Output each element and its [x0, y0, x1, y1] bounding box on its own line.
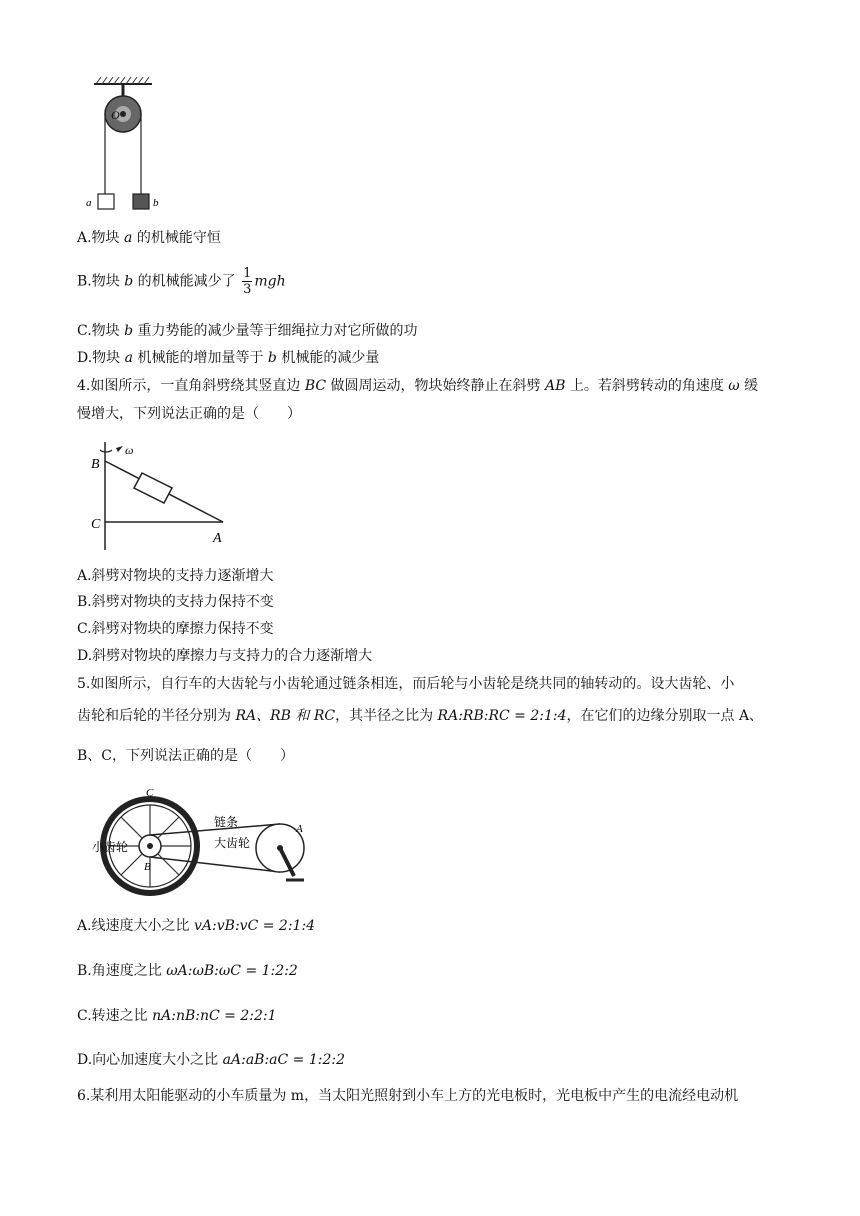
- point-b-label: B: [91, 457, 100, 472]
- radii-ratio: RA:RB:RC = 2:1:4: [437, 708, 567, 724]
- point-a-label: A: [296, 823, 303, 835]
- block-a: [98, 194, 114, 209]
- q4-stem-line1: 4.如图所示，一直角斜劈绕其竖直边 BC 做圆周运动，物块始终静止在斜劈 AB 上。若斜劈转动的角速度 ω 缓: [77, 378, 759, 394]
- point-b-label: B: [144, 861, 151, 873]
- q4-option-d: D.斜劈对物块的摩擦力与支持力的合力逐渐增大: [77, 648, 373, 664]
- q5-option-b: B.角速度之比 ωA:ωB:ωC = 1:2:2: [77, 963, 298, 979]
- point-c-label: C: [91, 517, 101, 532]
- q3-option-d: D.物块 a 机械能的增加量等于 b 机械能的减少量: [77, 350, 380, 366]
- bicycle-gear-figure: [88, 784, 328, 896]
- q5-stem-line1: 5.如图所示，自行车的大齿轮与小齿轮通过链条相连，而后轮与小齿轮是绕共同的轴转动的。设大齿轮、小: [77, 676, 735, 692]
- wedge-figure: [85, 438, 245, 553]
- radii-expression: RA、RB 和 RC: [235, 708, 336, 724]
- q4-option-b: B.斜劈对物块的支持力保持不变: [77, 594, 274, 610]
- pulley-figure: [80, 72, 170, 217]
- q4-option-c: C.斜劈对物块的摩擦力保持不变: [77, 621, 274, 637]
- q6-stem-line1: 6.某利用太阳能驱动的小车质量为 m，当太阳光照射到小车上方的光电板时，光电板中产生的电流经电动机: [77, 1088, 739, 1104]
- q5-option-c: C.转速之比 nA:nB:nC = 2:2:1: [77, 1008, 277, 1024]
- block-a-label: a: [86, 197, 92, 209]
- q3-option-c: C.物块 b 重力势能的减少量等于细绳拉力对它所做的功: [77, 323, 418, 339]
- fraction: $\frac{1}{3}$: [243, 266, 252, 297]
- q4-option-a: A.斜劈对物块的支持力逐渐增大: [77, 568, 274, 584]
- q5-stem-line2: 齿轮和后轮的半径分别为 RA、RB 和 RC，其半径之比为 RA:RB:RC = 2:1:4，在它们的边缘分别取一点 A、: [77, 708, 764, 724]
- q4-stem-line2: 慢增大，下列说法正确的是（ ）: [77, 406, 301, 422]
- block-b-label: b: [153, 197, 159, 209]
- q5-option-d: D.向心加速度大小之比 aA:aB:aC = 1:2:2: [77, 1052, 346, 1068]
- small-gear-label: 小齿轮: [92, 840, 129, 854]
- big-gear-label: 大齿轮: [214, 836, 251, 850]
- q3-option-b: B.物块 b 的机械能减少了 $\frac{1}{3}$ mgh: [77, 266, 286, 297]
- pulley-label: O: [111, 108, 120, 122]
- point-c-label: C: [146, 787, 154, 799]
- chain-label: 链条: [214, 815, 239, 829]
- block: [134, 473, 172, 503]
- point-a-label: A: [213, 531, 222, 546]
- q5-stem-line3: B、C，下列说法正确的是（ ）: [77, 748, 294, 764]
- omega-label: ω: [125, 443, 134, 457]
- q5-option-a: A.线速度大小之比 vA:vB:vC = 2:1:4: [77, 918, 316, 934]
- q3-option-a: A.物块 a 的机械能守恒: [77, 230, 221, 246]
- block-b: [133, 194, 149, 209]
